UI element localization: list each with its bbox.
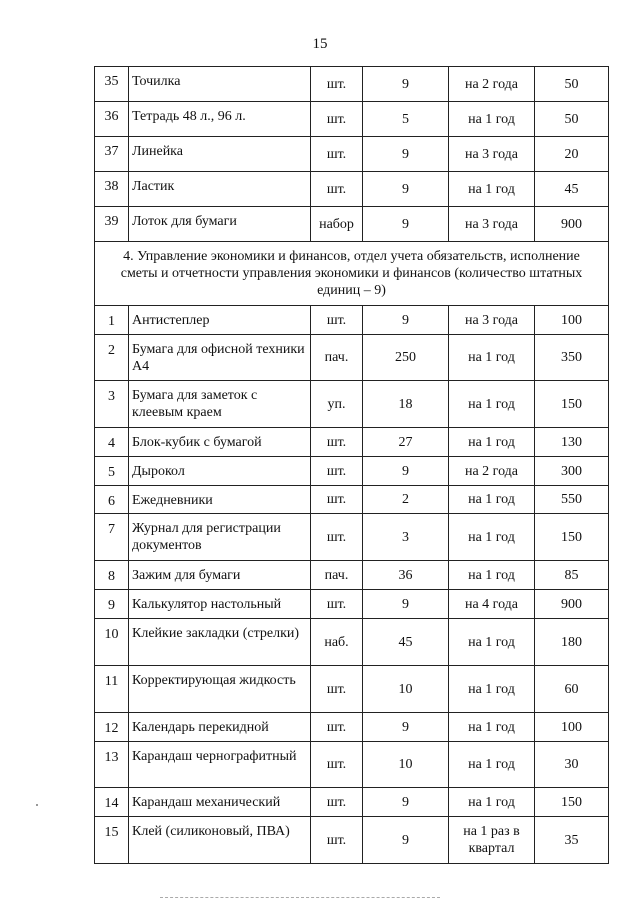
item-period: на 1 год (449, 486, 535, 514)
item-name: Линейка (129, 137, 311, 172)
item-name: Журнал для регистрации документов (129, 514, 311, 561)
table-row (95, 742, 609, 788)
item-name: Антистеплер (129, 306, 311, 335)
item-name: Лоток для бумаги (129, 207, 311, 242)
item-price: 180 (535, 619, 609, 666)
item-name: Корректирующая жидкость (129, 666, 311, 713)
table-row (95, 172, 609, 207)
item-name: Календарь перекидной (129, 713, 311, 742)
item-name: Ежедневники (129, 486, 311, 514)
page-number: 15 (312, 36, 328, 52)
item-period: на 2 года (449, 67, 535, 102)
row-number: 3 (95, 381, 129, 428)
row-number: 9 (95, 590, 129, 619)
item-price: 100 (535, 713, 609, 742)
item-unit: шт. (311, 788, 363, 817)
table-row (95, 102, 609, 137)
item-period: на 1 год (449, 428, 535, 457)
item-price: 150 (535, 788, 609, 817)
table-row (95, 137, 609, 172)
scan-speck (36, 804, 38, 806)
item-qty: 9 (363, 137, 449, 172)
row-number: 14 (95, 788, 129, 817)
item-unit: шт. (311, 137, 363, 172)
table-row (95, 817, 609, 864)
table-row (95, 457, 609, 486)
item-qty: 9 (363, 590, 449, 619)
row-number: 15 (95, 817, 129, 864)
item-qty: 9 (363, 67, 449, 102)
item-price: 30 (535, 742, 609, 788)
item-name: Точилка (129, 67, 311, 102)
item-unit: пач. (311, 561, 363, 590)
item-period: на 1 год (449, 561, 535, 590)
item-name: Клей (силиконовый, ПВА) (129, 817, 311, 864)
row-number: 10 (95, 619, 129, 666)
item-qty: 9 (363, 788, 449, 817)
item-unit: наб. (311, 619, 363, 666)
item-period: на 3 года (449, 207, 535, 242)
table-row (95, 788, 609, 817)
section-row (95, 242, 609, 306)
item-period: на 1 год (449, 335, 535, 381)
item-name: Бумага для офисной техники А4 (129, 335, 311, 381)
item-qty: 5 (363, 102, 449, 137)
item-name: Карандаш чернографитный (129, 742, 311, 788)
item-price: 100 (535, 306, 609, 335)
table-row (95, 207, 609, 242)
item-period: на 1 год (449, 666, 535, 713)
item-price: 50 (535, 67, 609, 102)
item-period: на 1 год (449, 619, 535, 666)
item-name: Ластик (129, 172, 311, 207)
item-unit: уп. (311, 381, 363, 428)
section-title: 4. Управление экономики и финансов, отдел учета обязательств, исполнение сметы и отчетности управления экономики и финансов (количество штатных единиц – 9) (95, 242, 609, 306)
item-qty: 36 (363, 561, 449, 590)
item-unit: шт. (311, 67, 363, 102)
row-number: 4 (95, 428, 129, 457)
table-row (95, 514, 609, 561)
item-price: 350 (535, 335, 609, 381)
item-price: 900 (535, 590, 609, 619)
item-unit: шт. (311, 514, 363, 561)
row-number: 2 (95, 335, 129, 381)
item-price: 900 (535, 207, 609, 242)
item-price: 150 (535, 514, 609, 561)
item-qty: 9 (363, 207, 449, 242)
item-unit: шт. (311, 666, 363, 713)
table-row (95, 335, 609, 381)
item-price: 20 (535, 137, 609, 172)
bottom-scan-line (160, 897, 440, 898)
item-name: Карандаш механический (129, 788, 311, 817)
item-qty: 250 (363, 335, 449, 381)
item-unit: шт. (311, 102, 363, 137)
item-name: Калькулятор настольный (129, 590, 311, 619)
item-period: на 4 года (449, 590, 535, 619)
item-qty: 18 (363, 381, 449, 428)
item-name: Бумага для заметок с клеевым краем (129, 381, 311, 428)
item-period: на 3 года (449, 137, 535, 172)
item-period: на 1 год (449, 172, 535, 207)
item-period: на 2 года (449, 457, 535, 486)
item-price: 85 (535, 561, 609, 590)
item-period: на 1 год (449, 102, 535, 137)
table-row (95, 67, 609, 102)
row-number: 6 (95, 486, 129, 514)
table-row (95, 713, 609, 742)
item-unit: шт. (311, 590, 363, 619)
item-unit: шт. (311, 713, 363, 742)
table-row (95, 486, 609, 514)
row-number: 36 (95, 102, 129, 137)
item-unit: шт. (311, 428, 363, 457)
item-period: на 1 год (449, 713, 535, 742)
item-unit: пач. (311, 335, 363, 381)
item-qty: 9 (363, 306, 449, 335)
table-row (95, 561, 609, 590)
row-number: 39 (95, 207, 129, 242)
row-number: 12 (95, 713, 129, 742)
item-name: Тетрадь 48 л., 96 л. (129, 102, 311, 137)
item-name: Клейкие закладки (стрелки) (129, 619, 311, 666)
item-price: 550 (535, 486, 609, 514)
item-unit: шт. (311, 306, 363, 335)
item-price: 130 (535, 428, 609, 457)
supplies-table (94, 66, 609, 864)
item-period: на 1 год (449, 381, 535, 428)
item-name: Зажим для бумаги (129, 561, 311, 590)
item-price: 35 (535, 817, 609, 864)
item-period: на 1 год (449, 514, 535, 561)
item-unit: шт. (311, 486, 363, 514)
item-unit: шт. (311, 742, 363, 788)
item-qty: 9 (363, 172, 449, 207)
item-qty: 9 (363, 713, 449, 742)
item-period: на 1 год (449, 788, 535, 817)
row-number: 5 (95, 457, 129, 486)
item-period: на 1 раз в квартал (449, 817, 535, 864)
table-row (95, 666, 609, 713)
item-price: 45 (535, 172, 609, 207)
item-period: на 3 года (449, 306, 535, 335)
item-qty: 3 (363, 514, 449, 561)
table-row (95, 381, 609, 428)
item-name: Блок-кубик с бумагой (129, 428, 311, 457)
row-number: 1 (95, 306, 129, 335)
item-price: 60 (535, 666, 609, 713)
item-qty: 10 (363, 666, 449, 713)
row-number: 7 (95, 514, 129, 561)
item-period: на 1 год (449, 742, 535, 788)
row-number: 37 (95, 137, 129, 172)
item-unit: шт. (311, 817, 363, 864)
row-number: 35 (95, 67, 129, 102)
item-qty: 10 (363, 742, 449, 788)
item-qty: 45 (363, 619, 449, 666)
item-unit: шт. (311, 457, 363, 486)
item-price: 150 (535, 381, 609, 428)
item-name: Дырокол (129, 457, 311, 486)
row-number: 11 (95, 666, 129, 713)
item-price: 300 (535, 457, 609, 486)
row-number: 13 (95, 742, 129, 788)
table-row (95, 619, 609, 666)
table-row (95, 306, 609, 335)
item-qty: 2 (363, 486, 449, 514)
table-row (95, 590, 609, 619)
item-qty: 27 (363, 428, 449, 457)
item-unit: набор (311, 207, 363, 242)
row-number: 8 (95, 561, 129, 590)
item-unit: шт. (311, 172, 363, 207)
row-number: 38 (95, 172, 129, 207)
table-row (95, 428, 609, 457)
item-qty: 9 (363, 457, 449, 486)
item-qty: 9 (363, 817, 449, 864)
item-price: 50 (535, 102, 609, 137)
